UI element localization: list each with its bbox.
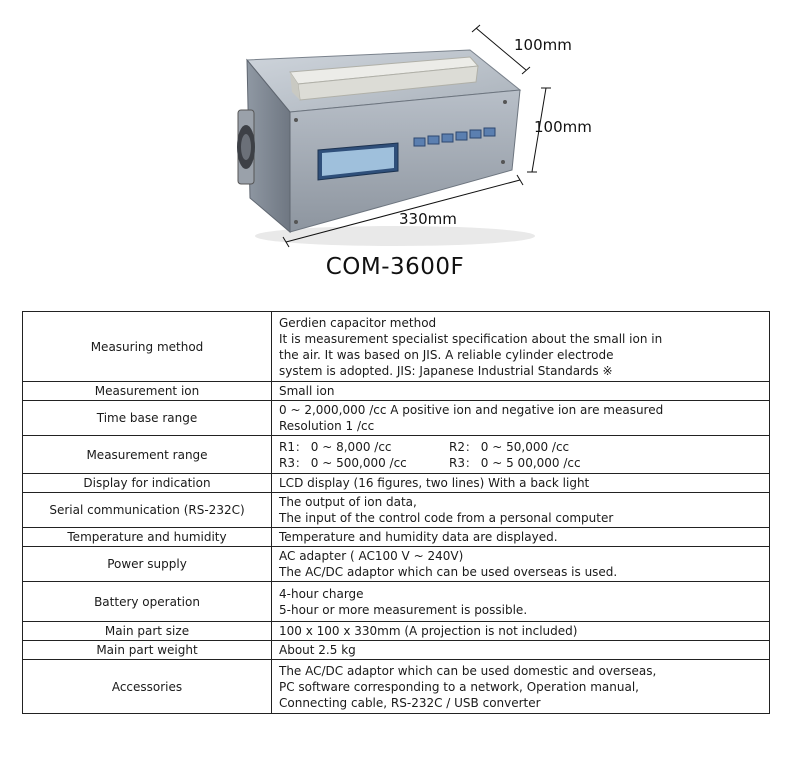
spec-value-line: Temperature and humidity data are displayed. [279,530,558,544]
spec-value-line: Gerdien capacitor method [279,315,437,330]
cylinder-electrode [237,110,255,184]
spec-value-line: 0 ~ 2,000,000 /cc A positive ion and negative ion are measured [279,403,664,417]
spec-label: Measuring method [23,312,272,382]
spec-value-line: It is measurement specialist specification about the small ion in [279,331,663,346]
model-name: COM-3600F [325,254,465,280]
spec-value-line: system is adopted. JIS: Japanese Industrial Standards ※ [279,363,613,378]
spec-value-line: Connecting cable, RS-232C / USB converter [279,695,541,710]
spec-value-line: Small ion [279,384,335,398]
spec-label: Temperature and humidity [23,528,272,547]
spec-value [272,641,770,660]
spec-value-line: the air. It was based on JIS. A reliable cylinder electrode [279,347,614,362]
spec-row [23,436,770,474]
spec-label: Time base range [23,401,272,436]
spec-label: Measurement range [23,436,272,474]
spec-value [272,660,770,714]
spec-row [23,660,770,714]
spec-value-line: PC software corresponding to a network, Operation manual, [279,679,639,694]
length-dimension-label: 330mm [399,210,457,228]
spec-row [23,641,770,660]
spec-value [272,528,770,547]
spec-row [23,622,770,641]
spec-row [23,312,770,382]
spec-value-line: Resolution 1 /cc [279,419,375,433]
spec-value-line: The AC/DC adaptor which can be used overseas is used. [279,565,618,579]
spec-value-line: AC adapter ( AC100 V ~ 240V) [279,549,464,563]
spec-label: Accessories [23,660,272,714]
spec-value-line: 4-hour charge [279,586,364,601]
depth-dimension-label: 100mm [514,36,572,54]
range-value: R2： 0 ~ 50,000 /cc [449,439,570,454]
range-pair [279,455,763,471]
range-value: R1： 0 ~ 8,000 /cc [279,439,392,454]
spec-label: Serial communication (RS-232C) [23,493,272,528]
spec-value [272,382,770,401]
spec-row [23,547,770,582]
spec-label: Display for indication [23,474,272,493]
spec-value-line: 100 x 100 x 330mm (A projection is not included) [279,624,578,638]
spec-label: Main part weight [23,641,272,660]
spec-row [23,493,770,528]
spec-value [272,547,770,582]
spec-value [272,312,770,382]
spec-value-line: 5-hour or more measurement is possible. [279,602,528,617]
spec-row [23,382,770,401]
spec-row [23,528,770,547]
spec-row [23,401,770,436]
spec-value-line: The AC/DC adaptor which can be used domestic and overseas, [279,663,657,678]
spec-value-line: LCD display (16 figures, two lines) With a back light [279,476,590,490]
spec-label: Battery operation [23,582,272,622]
spec-row [23,474,770,493]
specification-table [22,311,770,714]
spec-value [272,582,770,622]
range-value: R3： 0 ~ 5 00,000 /cc [449,455,581,470]
spec-label: Measurement ion [23,382,272,401]
spec-value [272,493,770,528]
spec-value-line: The input of the control code from a personal computer [279,511,614,525]
spec-label: Main part size [23,622,272,641]
height-dimension-label: 100mm [534,118,592,136]
spec-value [272,474,770,493]
spec-row [23,582,770,622]
spec-value-line: The output of ion data, [279,495,417,509]
spec-value [272,401,770,436]
range-value: R3： 0 ~ 500,000 /cc [279,455,407,470]
spec-label: Power supply [23,547,272,582]
spec-value-line: About 2.5 kg [279,643,356,657]
spec-value [272,436,770,474]
spec-value [272,622,770,641]
range-pair [279,439,763,455]
